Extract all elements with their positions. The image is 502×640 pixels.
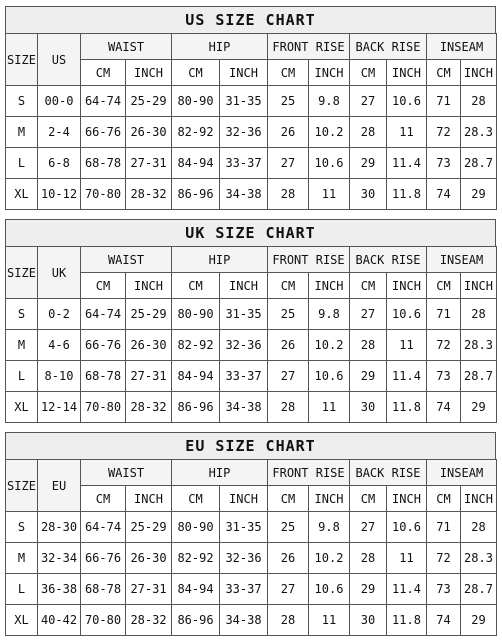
size-cell: L [6,574,38,605]
unit-cm: CM [268,60,309,86]
unit-cm: CM [427,486,461,512]
waist-inch-cell: 28-32 [126,179,172,210]
inseam-inch-cell: 28 [461,86,497,117]
table-row [6,543,497,574]
unit-inch: INCH [126,486,172,512]
front-rise-cm-cell: 27 [268,148,309,179]
front-rise-header: FRONT RISE [268,34,350,60]
table-row [6,392,497,423]
unit-inch: INCH [461,486,497,512]
hip-header: HIP [172,34,268,60]
front-rise-cm-cell: 26 [268,330,309,361]
front-rise-cm-cell: 28 [268,605,309,636]
region-size-cell: 8-10 [38,361,81,392]
hip-inch-cell: 34-38 [220,605,268,636]
unit-inch: INCH [220,273,268,299]
unit-cm: CM [172,60,220,86]
hip-cm-cell: 80-90 [172,299,220,330]
back-rise-header: BACK RISE [350,460,427,486]
back-rise-inch-cell: 10.6 [387,299,427,330]
back-rise-inch-cell: 11 [387,117,427,148]
chart-title: EU SIZE CHART [5,432,496,459]
waist-inch-cell: 26-30 [126,543,172,574]
unit-inch: INCH [220,486,268,512]
region-header: UK [38,247,81,299]
front-rise-cm-cell: 26 [268,117,309,148]
size-cell: M [6,543,38,574]
hip-inch-cell: 31-35 [220,512,268,543]
hip-cm-cell: 84-94 [172,574,220,605]
inseam-cm-cell: 71 [427,86,461,117]
waist-cm-cell: 70-80 [81,392,126,423]
inseam-inch-cell: 28.3 [461,330,497,361]
waist-inch-cell: 25-29 [126,299,172,330]
inseam-cm-cell: 74 [427,605,461,636]
unit-inch: INCH [309,60,350,86]
unit-cm: CM [81,486,126,512]
waist-cm-cell: 66-76 [81,543,126,574]
waist-inch-cell: 28-32 [126,605,172,636]
front-rise-cm-cell: 25 [268,299,309,330]
inseam-header: INSEAM [427,34,497,60]
size-cell: S [6,299,38,330]
hip-inch-cell: 31-35 [220,299,268,330]
back-rise-cm-cell: 29 [350,574,387,605]
table-row [6,330,497,361]
table-row [6,574,497,605]
back-rise-cm-cell: 27 [350,86,387,117]
back-rise-cm-cell: 29 [350,361,387,392]
size-header: SIZE [6,34,38,86]
region-size-cell: 2-4 [38,117,81,148]
waist-inch-cell: 27-31 [126,361,172,392]
table-row [6,86,497,117]
unit-inch: INCH [220,60,268,86]
unit-inch: INCH [387,60,427,86]
size-cell: M [6,117,38,148]
hip-cm-cell: 84-94 [172,148,220,179]
inseam-cm-cell: 72 [427,543,461,574]
inseam-cm-cell: 73 [427,148,461,179]
size-cell: XL [6,179,38,210]
front-rise-inch-cell: 9.8 [309,86,350,117]
size-cell: S [6,86,38,117]
inseam-cm-cell: 73 [427,361,461,392]
back-rise-cm-cell: 27 [350,299,387,330]
table-row [6,361,497,392]
unit-inch: INCH [126,60,172,86]
front-rise-cm-cell: 28 [268,392,309,423]
inseam-inch-cell: 28 [461,299,497,330]
inseam-inch-cell: 28.7 [461,574,497,605]
back-rise-cm-cell: 30 [350,392,387,423]
front-rise-cm-cell: 27 [268,361,309,392]
front-rise-inch-cell: 10.6 [309,574,350,605]
unit-cm: CM [81,60,126,86]
size-header: SIZE [6,460,38,512]
back-rise-inch-cell: 11.4 [387,574,427,605]
waist-cm-cell: 70-80 [81,179,126,210]
region-header: EU [38,460,81,512]
region-size-cell: 6-8 [38,148,81,179]
front-rise-header: FRONT RISE [268,247,350,273]
hip-inch-cell: 34-38 [220,392,268,423]
size-cell: M [6,330,38,361]
hip-cm-cell: 80-90 [172,512,220,543]
front-rise-inch-cell: 9.8 [309,512,350,543]
hip-header: HIP [172,460,268,486]
region-size-cell: 32-34 [38,543,81,574]
front-rise-inch-cell: 11 [309,392,350,423]
back-rise-inch-cell: 10.6 [387,86,427,117]
region-header: US [38,34,81,86]
front-rise-cm-cell: 25 [268,86,309,117]
region-size-cell: 10-12 [38,179,81,210]
front-rise-inch-cell: 10.2 [309,330,350,361]
waist-inch-cell: 26-30 [126,330,172,361]
table-row [6,512,497,543]
size-cell: XL [6,392,38,423]
inseam-cm-cell: 72 [427,330,461,361]
waist-cm-cell: 66-76 [81,117,126,148]
inseam-header: INSEAM [427,247,497,273]
waist-header: WAIST [81,247,172,273]
region-size-cell: 36-38 [38,574,81,605]
region-size-cell: 12-14 [38,392,81,423]
waist-cm-cell: 66-76 [81,330,126,361]
hip-cm-cell: 82-92 [172,330,220,361]
waist-cm-cell: 70-80 [81,605,126,636]
uk-size-chart [5,219,496,423]
waist-inch-cell: 25-29 [126,86,172,117]
inseam-inch-cell: 29 [461,392,497,423]
hip-cm-cell: 82-92 [172,543,220,574]
waist-inch-cell: 27-31 [126,574,172,605]
chart-title: US SIZE CHART [5,6,496,33]
unit-cm: CM [81,273,126,299]
inseam-inch-cell: 29 [461,179,497,210]
region-size-cell: 40-42 [38,605,81,636]
unit-inch: INCH [126,273,172,299]
back-rise-inch-cell: 11.4 [387,148,427,179]
back-rise-inch-cell: 11.8 [387,605,427,636]
size-table [5,33,497,210]
waist-inch-cell: 27-31 [126,148,172,179]
back-rise-inch-cell: 11.8 [387,392,427,423]
table-row [6,299,497,330]
unit-inch: INCH [461,60,497,86]
table-row [6,117,497,148]
inseam-inch-cell: 28.7 [461,361,497,392]
front-rise-cm-cell: 28 [268,179,309,210]
hip-inch-cell: 33-37 [220,148,268,179]
unit-cm: CM [350,486,387,512]
region-size-cell: 00-0 [38,86,81,117]
hip-cm-cell: 86-96 [172,179,220,210]
waist-inch-cell: 26-30 [126,117,172,148]
unit-inch: INCH [461,273,497,299]
unit-inch: INCH [387,486,427,512]
front-rise-inch-cell: 10.6 [309,148,350,179]
back-rise-cm-cell: 28 [350,117,387,148]
back-rise-inch-cell: 10.6 [387,512,427,543]
back-rise-inch-cell: 11 [387,330,427,361]
back-rise-header: BACK RISE [350,34,427,60]
front-rise-cm-cell: 26 [268,543,309,574]
size-cell: L [6,148,38,179]
back-rise-inch-cell: 11.4 [387,361,427,392]
region-size-cell: 0-2 [38,299,81,330]
size-cell: L [6,361,38,392]
region-size-cell: 28-30 [38,512,81,543]
inseam-inch-cell: 29 [461,605,497,636]
waist-cm-cell: 68-78 [81,361,126,392]
eu-size-chart [5,432,496,636]
front-rise-inch-cell: 9.8 [309,299,350,330]
back-rise-inch-cell: 11 [387,543,427,574]
back-rise-cm-cell: 30 [350,605,387,636]
back-rise-cm-cell: 28 [350,330,387,361]
front-rise-inch-cell: 11 [309,605,350,636]
waist-inch-cell: 25-29 [126,512,172,543]
us-size-chart [5,6,496,210]
hip-cm-cell: 86-96 [172,605,220,636]
hip-inch-cell: 32-36 [220,117,268,148]
front-rise-header: FRONT RISE [268,460,350,486]
hip-inch-cell: 33-37 [220,574,268,605]
front-rise-inch-cell: 11 [309,179,350,210]
waist-header: WAIST [81,34,172,60]
unit-cm: CM [172,273,220,299]
unit-cm: CM [268,486,309,512]
front-rise-inch-cell: 10.2 [309,543,350,574]
front-rise-cm-cell: 27 [268,574,309,605]
back-rise-cm-cell: 27 [350,512,387,543]
hip-cm-cell: 84-94 [172,361,220,392]
hip-cm-cell: 82-92 [172,117,220,148]
table-row [6,179,497,210]
hip-header: HIP [172,247,268,273]
hip-cm-cell: 80-90 [172,86,220,117]
waist-cm-cell: 64-74 [81,86,126,117]
hip-inch-cell: 34-38 [220,179,268,210]
table-row [6,148,497,179]
waist-cm-cell: 68-78 [81,574,126,605]
waist-cm-cell: 64-74 [81,299,126,330]
size-header: SIZE [6,247,38,299]
waist-cm-cell: 64-74 [81,512,126,543]
table-row [6,605,497,636]
hip-inch-cell: 33-37 [220,361,268,392]
hip-inch-cell: 32-36 [220,543,268,574]
inseam-inch-cell: 28.3 [461,117,497,148]
chart-title: UK SIZE CHART [5,219,496,246]
unit-cm: CM [268,273,309,299]
size-cell: XL [6,605,38,636]
waist-cm-cell: 68-78 [81,148,126,179]
hip-inch-cell: 31-35 [220,86,268,117]
inseam-cm-cell: 72 [427,117,461,148]
inseam-cm-cell: 71 [427,299,461,330]
inseam-cm-cell: 71 [427,512,461,543]
front-rise-inch-cell: 10.6 [309,361,350,392]
unit-inch: INCH [309,486,350,512]
unit-cm: CM [427,273,461,299]
size-table [5,246,497,423]
unit-inch: INCH [387,273,427,299]
inseam-cm-cell: 73 [427,574,461,605]
size-table [5,459,497,636]
inseam-inch-cell: 28 [461,512,497,543]
size-cell: S [6,512,38,543]
waist-header: WAIST [81,460,172,486]
unit-cm: CM [172,486,220,512]
region-size-cell: 4-6 [38,330,81,361]
hip-cm-cell: 86-96 [172,392,220,423]
back-rise-inch-cell: 11.8 [387,179,427,210]
unit-cm: CM [350,60,387,86]
back-rise-cm-cell: 29 [350,148,387,179]
inseam-inch-cell: 28.3 [461,543,497,574]
back-rise-cm-cell: 30 [350,179,387,210]
back-rise-cm-cell: 28 [350,543,387,574]
unit-cm: CM [427,60,461,86]
inseam-cm-cell: 74 [427,179,461,210]
back-rise-header: BACK RISE [350,247,427,273]
unit-inch: INCH [309,273,350,299]
inseam-header: INSEAM [427,460,497,486]
waist-inch-cell: 28-32 [126,392,172,423]
inseam-cm-cell: 74 [427,392,461,423]
inseam-inch-cell: 28.7 [461,148,497,179]
front-rise-cm-cell: 25 [268,512,309,543]
unit-cm: CM [350,273,387,299]
hip-inch-cell: 32-36 [220,330,268,361]
front-rise-inch-cell: 10.2 [309,117,350,148]
